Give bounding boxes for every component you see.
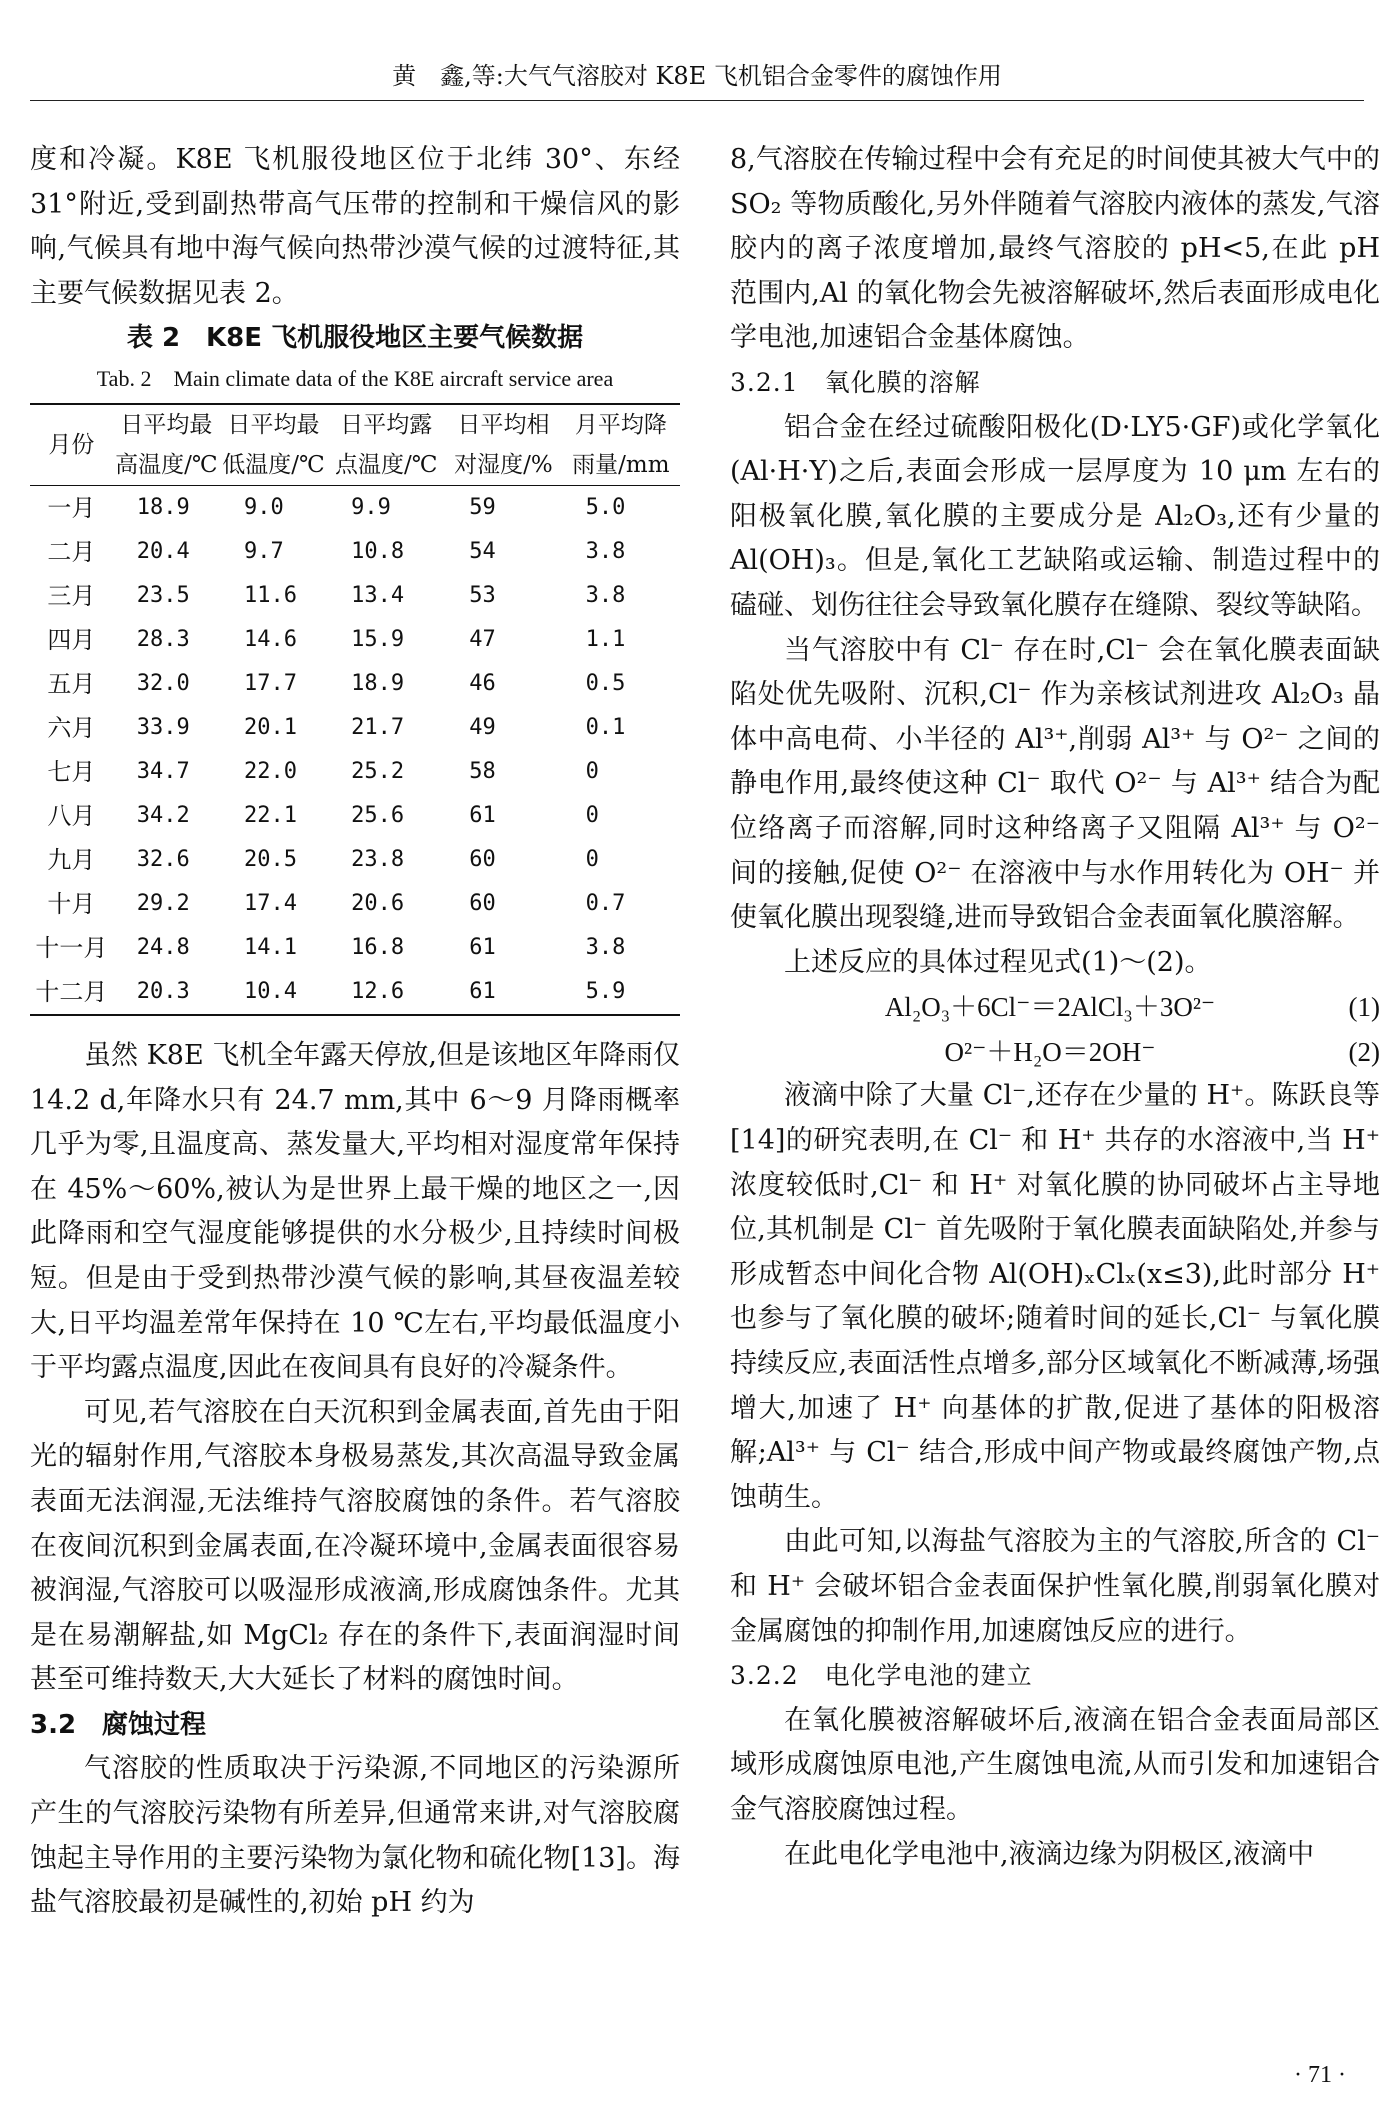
table-cell-value: 61	[445, 970, 561, 1015]
table-cell-month: 十月	[47, 889, 96, 918]
table-cell-value: 3.8	[585, 538, 626, 564]
table-cell-value: 24.8	[136, 934, 190, 960]
table-cell-value: 23.8	[351, 846, 405, 872]
table-cell-month: 七月	[47, 757, 96, 786]
paragraph: 虽然 K8E 飞机全年露天停放,但是该地区年降雨仅 14.2 d,年降水只有 24.7 mm,其中 6～9 月降雨概率几乎为零,且温度高、蒸发量大,平均相对湿度常年保持在 45%～60%,被认为是世界上最干燥的地区之一,因此降雨和空气湿度能够提供的水分极少,且持续时间极短。但是由于受到热带沙漠气候的影响,其昼夜温差较大,日平均温差常年保持在 10 ℃左右,平均最低温度小于平均露点温度,因此在夜间具有良好的冷凝条件。	[30, 1039, 680, 1384]
table-cell-value: 49	[469, 714, 496, 740]
table-row	[30, 882, 680, 926]
table-cell-value: 46	[469, 670, 496, 696]
table-cell-value: 0.7	[585, 890, 626, 916]
table-cell-value: 60	[469, 846, 496, 872]
table-cell-value: 47	[469, 626, 496, 652]
table-cell-value: 23.5	[136, 582, 190, 608]
equation-1	[730, 985, 1380, 1030]
table-cell-month: 十二月	[30, 970, 113, 1015]
table-cell-value: 59	[469, 494, 496, 520]
table-cell-month: 二月	[47, 537, 96, 566]
table-row	[30, 706, 680, 750]
table-cell-month: 八月	[47, 801, 96, 830]
table-cell-value: 13.4	[351, 582, 405, 608]
table-cell-value: 29.2	[136, 890, 190, 916]
table-cell-month: 五月	[47, 669, 96, 698]
table-cell-value: 0	[585, 802, 599, 828]
table-cell-value: 0	[585, 758, 599, 784]
table-cell-value: 33.9	[136, 714, 190, 740]
table-cell-value: 10.4	[220, 970, 327, 1015]
paragraph: 当气溶胶中有 Cl⁻ 存在时,Cl⁻ 会在氧化膜表面缺陷处优先吸附、沉积,Cl⁻ 作为亲核试剂进攻 Al₂O₃ 晶体中高电荷、小半径的 Al³⁺,削弱 Al³⁺ 与 O²⁻ 之间的静电作用,最终使这种 Cl⁻ 取代 O²⁻ 与 Al³⁺ 结合为配位络离子而溶解,同时这种络离子又阻隔 Al³⁺ 与 O²⁻ 间的接触,促使 O²⁻ 在溶液中与水作用转化为 OH⁻ 并使氧化膜出现裂缝,进而导致铝合金表面氧化膜溶解。	[730, 634, 1380, 934]
table-cell-value: 9.9	[351, 494, 391, 520]
table-cell-value: 58	[469, 758, 496, 784]
paragraph: 度和冷凝。K8E 飞机服役地区位于北纬 30°、东经 31°附近,受到副热带高气压带的控制和干燥信风的影响,气候具有地中海气候向热带沙漠气候的过渡特征,其主要气候数据见表 2。	[30, 144, 680, 309]
table-cell-value: 17.4	[243, 890, 297, 916]
table-cell-value: 0	[585, 846, 599, 872]
climate-table	[30, 403, 680, 1016]
table-cell-value: 3.8	[585, 934, 626, 960]
table-cell-value: 11.6	[243, 582, 297, 608]
table-cell-value: 61	[469, 802, 496, 828]
table-cell-value: 16.8	[351, 934, 405, 960]
equation-number: (2)	[1348, 1036, 1380, 1067]
table-cell-value: 18.9	[351, 670, 405, 696]
table-cell-value: 61	[469, 934, 496, 960]
equation-expression: Al₂O₃＋6Cl⁻＝2AlCl₃＋3O²⁻	[884, 992, 1216, 1023]
header-month: 月份	[30, 404, 113, 486]
table-cell-value: 54	[469, 538, 496, 564]
equation-2	[730, 1030, 1380, 1075]
table-cell-value: 5.0	[585, 494, 626, 520]
table-cell-value: 32.0	[136, 670, 190, 696]
table-row	[30, 750, 680, 794]
table-row	[30, 618, 680, 662]
table-cell-value: 22.0	[243, 758, 297, 784]
table-cell-month: 六月	[47, 713, 96, 742]
header-humidity: 日平均相对湿度/%	[445, 404, 561, 486]
table-caption-cn: 表 2 K8E 飞机服役地区主要气候数据	[126, 323, 584, 354]
table-row	[30, 662, 680, 706]
paragraph: 在此电化学电池中,液滴边缘为阴极区,液滴中	[784, 1838, 1315, 1870]
table-cell-value: 22.1	[243, 802, 297, 828]
table-row	[30, 574, 680, 618]
paragraph: 8,气溶胶在传输过程中会有充足的时间使其被大气中的 SO₂ 等物质酸化,另外伴随着气溶胶内液体的蒸发,气溶胶内的离子浓度增加,最终气溶胶的 pH<5,在此 pH 范围内,Al 的氧化物会先被溶解破坏,然后表面形成电化学电池,加速铝合金基体腐蚀。	[730, 144, 1380, 354]
table-cell-value: 53	[469, 582, 496, 608]
table-cell-value: 25.6	[351, 802, 405, 828]
header-max-temp: 日平均最高温度/℃	[113, 404, 220, 486]
table-cell-value: 20.4	[136, 538, 190, 564]
subsection-heading: 3.2.1 氧化膜的溶解	[730, 367, 981, 397]
paragraph: 上述反应的具体过程见式(1)～(2)。	[784, 946, 1212, 978]
paragraph: 在氧化膜被溶解破坏后,液滴在铝合金表面局部区域形成腐蚀原电池,产生腐蚀电流,从而引发和加速铝合金气溶胶腐蚀过程。	[730, 1704, 1380, 1825]
table-cell-value: 34.7	[136, 758, 190, 784]
table-cell-month: 九月	[47, 845, 96, 874]
equation-expression: O²⁻＋H₂O＝2OH⁻	[944, 1036, 1156, 1067]
table-cell-value: 0.5	[585, 670, 626, 696]
table-row	[30, 970, 680, 1015]
paragraph: 铝合金在经过硫酸阳极化(D·LY5·GF)或化学氧化(Al·H·Y)之后,表面会形成一层厚度为 10 μm 左右的阳极氧化膜,氧化膜的主要成分是 Al₂O₃,还有少量的 Al(OH)₃。但是,氧化工艺缺陷或运输、制造过程中的磕碰、划伤往往会导致氧化膜存在缝隙、裂纹等缺陷。	[730, 411, 1380, 621]
table-cell-value: 14.6	[243, 626, 297, 652]
paragraph: 由此可知,以海盐气溶胶为主的气溶胶,所含的 Cl⁻ 和 H⁺ 会破坏铝合金表面保护性氧化膜,削弱氧化膜对金属腐蚀的抑制作用,加速腐蚀反应的进行。	[730, 1526, 1380, 1647]
header-rainfall: 月平均降雨量/mm	[562, 404, 680, 486]
table-cell-value: 12.6	[327, 970, 445, 1015]
table-cell-value: 15.9	[351, 626, 405, 652]
table-header-row	[30, 404, 680, 486]
table-cell-value: 60	[469, 890, 496, 916]
table-cell-value: 5.9	[562, 970, 680, 1015]
page-number: · 71 ·	[1294, 2062, 1346, 2088]
table-cell-value: 20.5	[243, 846, 297, 872]
table-cell-month: 四月	[47, 625, 96, 654]
table-cell-value: 1.1	[585, 626, 626, 652]
table-cell-value: 17.7	[243, 670, 297, 696]
equation-number: (1)	[1348, 992, 1380, 1023]
table-row	[30, 838, 680, 882]
table-cell-value: 34.2	[136, 802, 190, 828]
table-cell-value: 0.1	[585, 714, 626, 740]
table-cell-value: 14.1	[243, 934, 297, 960]
subsection-heading: 3.2.2 电化学电池的建立	[730, 1661, 1033, 1691]
table-caption-en: Tab. 2 Main climate data of the K8E aircraft service area	[96, 365, 614, 391]
table-row	[30, 926, 680, 970]
paragraph: 可见,若气溶胶在白天沉积到金属表面,首先由于阳光的辐射作用,气溶胶本身极易蒸发,其次高温导致金属表面无法润湿,无法维持气溶胶腐蚀的条件。若气溶胶在夜间沉积到金属表面,在冷凝环境中,金属表面很容易被润湿,气溶胶可以吸湿形成液滴,形成腐蚀条件。尤其是在易潮解盐,如 MgCl₂ 存在的条件下,表面润湿时间甚至可维持数天,大大延长了材料的腐蚀时间。	[30, 1396, 680, 1696]
section-heading: 3.2 腐蚀过程	[30, 1709, 207, 1740]
left-column	[30, 138, 680, 1926]
table-cell-value: 25.2	[351, 758, 405, 784]
paragraph: 气溶胶的性质取决于污染源,不同地区的污染源所产生的气溶胶污染物有所差异,但通常来讲,对气溶胶腐蚀起主导作用的主要污染物为氯化物和硫化物[13]。海盐气溶胶最初是碱性的,初始 pH 约为	[30, 1753, 680, 1919]
table-cell-value: 9.7	[243, 538, 284, 564]
table-cell-month: 三月	[47, 581, 96, 610]
header-min-temp: 日平均最低温度/℃	[220, 404, 327, 486]
header-dew-point: 日平均露点温度/℃	[327, 404, 445, 486]
table-cell-value: 3.8	[585, 582, 626, 608]
right-column	[730, 138, 1380, 1877]
table-cell-value: 18.9	[136, 494, 190, 520]
table-row	[30, 794, 680, 838]
table-cell-value: 21.7	[351, 714, 405, 740]
table-cell-value: 20.6	[351, 890, 405, 916]
table-cell-month: 十一月	[35, 933, 108, 962]
table-cell-value: 28.3	[136, 626, 190, 652]
table-cell-value: 32.6	[136, 846, 190, 872]
table-row	[30, 485, 680, 530]
table-cell-month: 一月	[47, 493, 96, 522]
paragraph: 液滴中除了大量 Cl⁻,还存在少量的 H⁺。陈跃良等[14]的研究表明,在 Cl⁻ 和 H⁺ 共存的水溶液中,当 H⁺ 浓度较低时,Cl⁻ 和 H⁺ 对氧化膜的协同破坏占主导地位,其机制是 Cl⁻ 首先吸附于氧化膜表面缺陷处,并参与形成暂态中间化合物 Al(OH)ₓClₓ(x≤3),此时部分 H⁺ 也参与了氧化膜的破坏;随着时间的延长,Cl⁻ 与氧化膜持续反应,表面活性点增多,部分区域氧化不断减薄,场强增大,加速了 H⁺ 向基体的扩散,促进了基体的阳极溶解;Al³⁺ 与 Cl⁻ 结合,形成中间产物或最终腐蚀产物,点蚀萌生。	[730, 1080, 1380, 1513]
table-row	[30, 530, 680, 574]
table-cell-value: 20.3	[113, 970, 220, 1015]
table-cell-value: 9.0	[243, 494, 284, 520]
running-header: 黄 鑫,等:大气气溶胶对 K8E 飞机铝合金零件的腐蚀作用	[30, 56, 1364, 101]
table-cell-value: 20.1	[243, 714, 297, 740]
table-cell-value: 10.8	[351, 538, 405, 564]
